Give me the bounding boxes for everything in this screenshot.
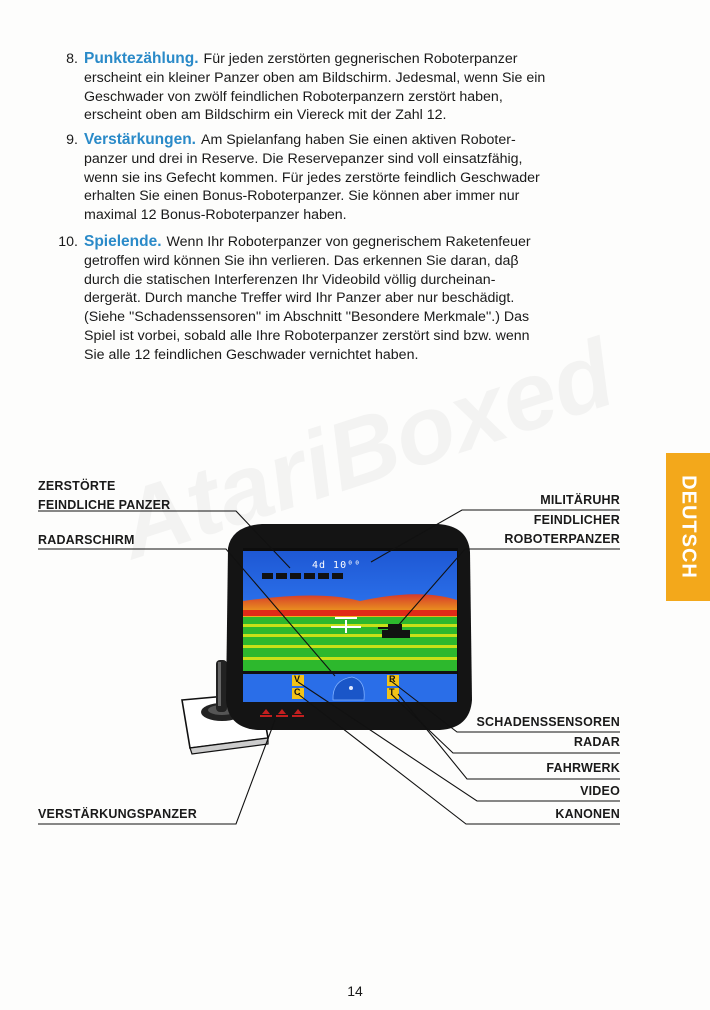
item-line: Spiel ist vorbei, sobald alle Ihre Roboterpanzer zerstört sind bzw. wenn <box>84 327 530 344</box>
label-line: FEINDLICHE PANZER <box>38 498 171 512</box>
label-line: ZERSTÖRTE <box>38 479 116 493</box>
item-line: Für jeden zerstörten gegnerischen Roboterpanzer <box>203 51 518 67</box>
item-line: Geschwader von zwölf feindlichen Roboterpanzern zerstört haben, <box>84 88 503 105</box>
label-radar-screen: RADARSCHIRM <box>38 533 135 547</box>
sensor-letter-c: C <box>294 687 301 697</box>
item-line: Am Spielanfang haben Sie einen aktiven Roboter- <box>201 132 516 148</box>
item-line: erhalten Sie einen Bonus-Roboterpanzer. Sie können aber immer nur <box>84 188 520 205</box>
label-enemy-tank <box>504 511 620 549</box>
tv-screen <box>226 524 472 730</box>
item-heading: Punktezählung. <box>84 50 199 67</box>
item-line: erscheint ein kleiner Panzer oben am Bildschirm. Jedesmal, wenn Sie ein <box>84 69 546 86</box>
label-reinforcements: VERSTÄRKUNGSPANZER <box>38 807 197 821</box>
language-tab-label: DEUTSCH <box>677 475 700 579</box>
page-number: 14 <box>347 983 363 999</box>
label-military-clock: MILITÄRUHR <box>540 493 620 507</box>
item-line: wenn sie ins Gefecht kommen. Für jedes zerstörte feindlich Geschwader <box>84 169 540 186</box>
item-heading: Verstärkungen. <box>84 131 196 148</box>
item-line: panzer und drei in Reserve. Die Reservepanzer sind voll einsatzfähig, <box>84 150 523 167</box>
label-radar: RADAR <box>573 735 620 749</box>
item-number: 8. <box>66 51 78 67</box>
sensor-letter-v: V <box>294 674 301 684</box>
item-line: erscheint oben am Bildschirm ein Viereck mit der Zahl 12. <box>84 107 447 124</box>
label-damage-sensors: SCHADENSSENSOREN <box>476 715 620 729</box>
sensor-letter-r: R <box>389 674 396 684</box>
item-line: dergerät. Durch manche Treffer wird Ihr Panzer aber nur beschädigt. <box>84 290 515 307</box>
item-line: Wenn Ihr Roboterpanzer von gegnerischem Raketenfeuer <box>166 234 531 250</box>
item-number: 10. <box>58 234 78 250</box>
reserve-tanks-icons <box>260 709 304 717</box>
sensor-letter-t: T <box>389 687 395 697</box>
item-number: 9. <box>66 132 78 148</box>
label-line: FEINDLICHER <box>533 513 620 527</box>
label-cannons: KANONEN <box>555 807 620 821</box>
item-heading: Spielende. <box>84 233 162 250</box>
item-line: maximal 12 Bonus-Roboterpanzer haben. <box>84 207 347 224</box>
ground-stripes <box>243 617 457 671</box>
label-chassis: FAHRWERK <box>546 761 620 775</box>
label-video: VIDEO <box>580 784 620 798</box>
item-line: durch die statischen Interferenzen Ihr Videobild völlig durcheinan- <box>84 271 496 288</box>
label-destroyed-tanks <box>38 477 170 515</box>
label-line: ROBOTERPANZER <box>504 532 620 546</box>
item-line: getroffen wird können Sie ihn verlieren. Das erkennen Sie daran, daβ <box>84 252 519 269</box>
military-clock-readout: 4d 10⁰⁰ <box>312 560 362 571</box>
item-line: Sie alle 12 feindlichen Geschwader vernichtet haben. <box>84 346 419 363</box>
item-line: (Siehe ''Schadenssensoren'' im Abschnitt ''Besondere Merkmale''.) Das <box>84 309 530 326</box>
